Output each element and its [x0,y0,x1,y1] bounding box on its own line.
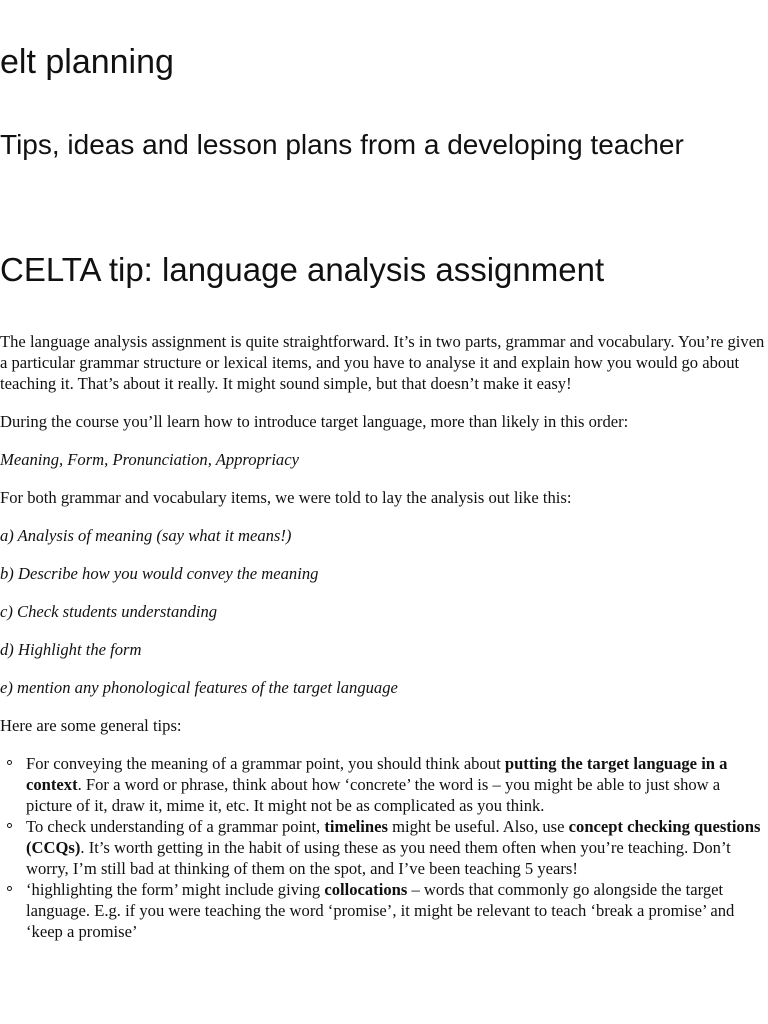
bullet-icon [7,886,12,891]
tip-highlight: concept checking questions (CCQs) [26,817,761,857]
teaching-order: Meaning, Form, Pronunciation, Appropriacy [0,450,299,469]
site-title[interactable]: elt planning [0,43,174,81]
step-a: a) Analysis of meaning (say what it means!) [0,526,292,545]
list-item [26,816,768,879]
bullet-icon [7,823,12,828]
tip-text: . It’s worth getting in the habit of using these as you need them often when you’re teaching. Don’t worry, I’m still bad at thinking of them on the spot, and I’ve been teaching 5 years! [26,838,731,878]
tip-text: ‘highlighting the form’ might include giving [26,880,325,899]
tip-highlight: timelines [324,817,388,836]
list-item [26,753,768,816]
tip-text: . For a word or phrase, think about how ‘concrete’ the word is – you might be able to just show a picture of it, draw it, mime it, etc. It might not be as complicated as you think. [26,775,721,815]
tip-highlight: putting the target language in a context [26,754,728,794]
tips-intro-paragraph: Here are some general tips: [0,716,182,735]
order-intro-paragraph: During the course you’ll learn how to introduce target language, more than likely in this order: [0,412,629,431]
step-b: b) Describe how you would convey the meaning [0,564,319,583]
layout-intro-paragraph: For both grammar and vocabulary items, we were told to lay the analysis out like this: [0,488,572,507]
tip-highlight: collocations [324,880,408,899]
tip-text: For conveying the meaning of a grammar point, you should think about [26,754,505,773]
bullet-icon [7,760,12,765]
tip-text: To check understanding of a grammar point, [26,817,325,836]
intro-paragraph: The language analysis assignment is quite straightforward. It’s in two parts, grammar and vocabulary. You’re given a particular grammar structure or lexical items, and you have to analyse it and explain how you would go about teaching it. That’s about it really. It might sound simple, but that doesn’t make it easy! [0,332,765,393]
post-body [0,331,768,942]
post-title[interactable]: CELTA tip: language analysis assignment [0,251,605,288]
step-e: e) mention any phonological features of the target language [0,678,398,697]
tip-text: might be useful. Also, use [387,817,569,836]
step-c: c) Check students understanding [0,602,218,621]
tips-list [0,753,768,942]
list-item [26,879,768,942]
step-d: d) Highlight the form [0,640,142,659]
tip-text: – words that commonly go alongside the target language. E.g. if you were teaching the word ‘promise’, it might be relevant to teach ‘break a promise’ and ‘keep a promise’ [26,880,735,941]
site-tagline: Tips, ideas and lesson plans from a developing teacher [0,129,684,160]
